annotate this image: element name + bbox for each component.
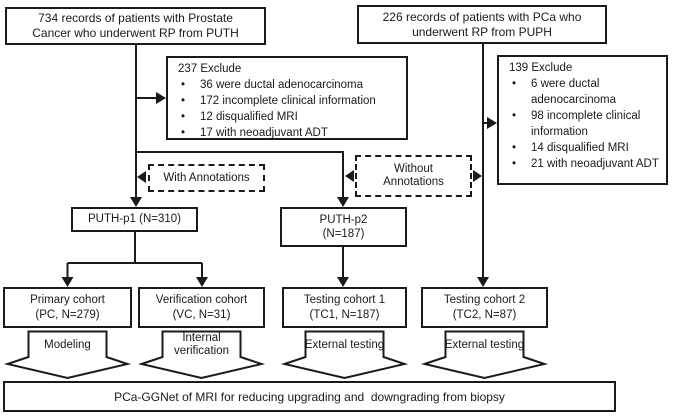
bullet-icon: • [512, 78, 517, 90]
exclusion-box-puph [497, 55, 668, 185]
arrowhead-without-annotations-right [473, 170, 482, 182]
source-box-puth-text: 734 records of patients with Prostate Cancer who underwent RP from PUTH [32, 11, 239, 40]
bullet-icon: • [512, 158, 517, 170]
testing-cohort-2-label: Testing cohort 2 (TC2, N=87) [443, 293, 526, 321]
exclusion-puph-item: • 98 incomplete clinical information [509, 108, 660, 140]
with-annotations-box [148, 164, 265, 192]
primary-cohort-box [3, 287, 132, 328]
puth-p2-line2: (N=187) [322, 228, 365, 240]
arrowhead-into-exclusion-puph [487, 117, 497, 129]
connector-p1-split [68, 232, 203, 278]
exclusion-puph-title: 139 Exclude [509, 62, 573, 74]
exclusion-puth-title: 237 Exclude [178, 63, 242, 75]
without-annotations-box [355, 155, 472, 197]
arrowhead-with-annotations-left [137, 171, 146, 183]
source-box-puph-text: 226 records of patients with PCa who underwent RP from PUPH [382, 9, 582, 39]
puth-p1-label: PUTH-p1 (N=310) [88, 213, 181, 226]
outcome-box [3, 381, 616, 412]
bullet-icon: • [512, 110, 517, 122]
process-label-internal-verification: Internal verification [174, 332, 229, 357]
process-label-external-testing-1: External testing [304, 338, 385, 351]
exclusion-puph-item: • 6 were ductal adenocarcinoma [509, 76, 660, 108]
puth-p2-label [320, 213, 368, 242]
primary-cohort-label: Primary cohort (PC, N=279) [30, 293, 105, 321]
arrowhead-into-verification-cohort [196, 277, 208, 287]
puth-p1-box [71, 207, 198, 232]
testing-cohort-1-box [282, 287, 407, 328]
bullet-icon: • [181, 79, 186, 91]
exclusion-box-puth [166, 56, 408, 140]
exclusion-puph-item: • 21 with neoadjuvant ADT [509, 156, 660, 172]
arrowhead-into-p2 [337, 197, 349, 207]
arrowhead-into-testing-cohort-1 [337, 277, 349, 287]
exclusion-puth-item: • 12 disqualified MRI [178, 109, 400, 125]
without-annotations-label: Without Annotations [383, 163, 444, 188]
exclusion-puph-item: • 14 disqualified MRI [509, 140, 660, 156]
testing-cohort-1-label: Testing cohort 1 (TC1, N=187) [303, 293, 386, 321]
arrowhead-without-annotations-left [345, 170, 354, 182]
bullet-icon: • [512, 142, 517, 154]
bullet-icon: • [181, 111, 186, 123]
source-box-puth [5, 7, 266, 45]
puth-p2-box [280, 207, 407, 247]
verification-cohort-box [138, 287, 265, 328]
process-label-modeling: Modeling [44, 338, 91, 351]
arrowhead-into-testing-cohort-2 [477, 277, 489, 287]
arrowhead-into-exclusion-puth [156, 92, 166, 104]
source-box-puph [357, 5, 607, 44]
exclusion-puth-item: • 172 incomplete clinical information [178, 93, 400, 109]
with-annotations-label: With Annotations [163, 171, 250, 184]
puth-p2-line1: PUTH-p2 [319, 213, 368, 226]
arrowhead-into-p1 [130, 197, 142, 207]
process-label-external-testing-2: External testing [444, 338, 525, 351]
arrowhead-into-primary-cohort [62, 277, 74, 287]
verification-cohort-label: Verification cohort (VC, N=31) [155, 293, 248, 321]
bullet-icon: • [181, 127, 186, 139]
testing-cohort-2-box [421, 287, 548, 328]
outcome-text: PCa-GGNet of MRI for reducing upgrading and downgrading from biopsy [114, 389, 505, 404]
bullet-icon: • [181, 95, 186, 107]
exclusion-puth-item: • 17 with neoadjuvant ADT [178, 125, 400, 141]
exclusion-puth-item: • 36 were ductal adenocarcinoma [178, 77, 400, 93]
